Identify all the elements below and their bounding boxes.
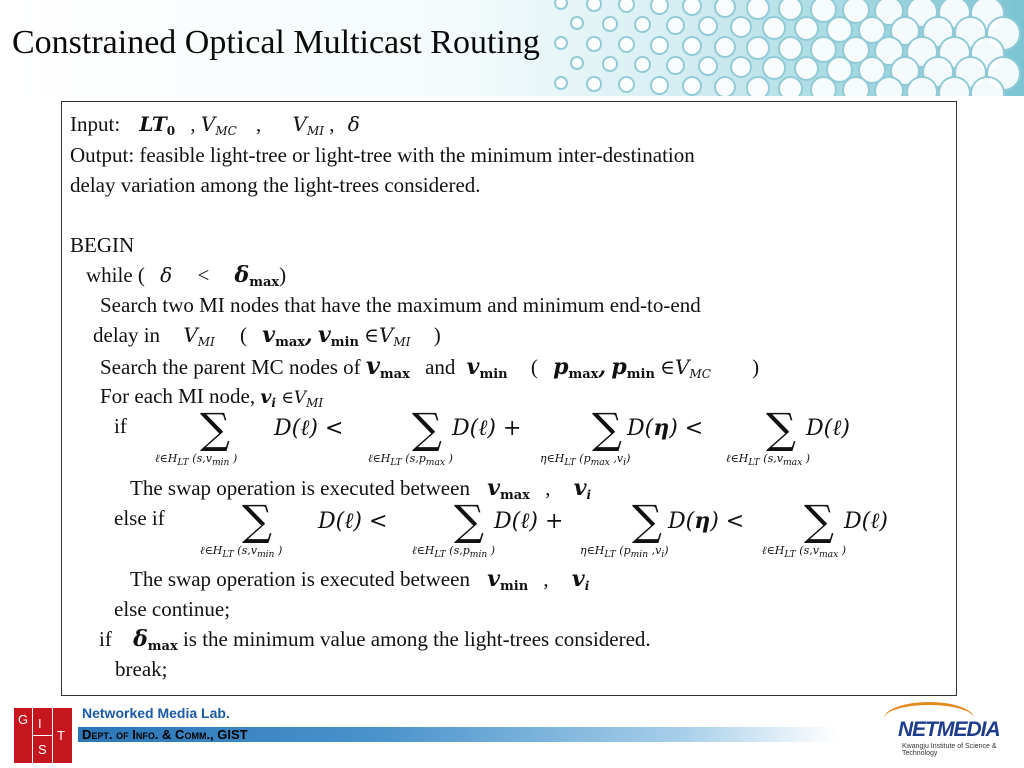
else-if-keyword: else if [114, 506, 165, 530]
slide-title: Constrained Optical Multicast Routing [12, 24, 540, 61]
if-min-line: if $\delta_{max}$ is the minimum value among the light-trees considered. [99, 626, 651, 654]
sum-3: ∑ [592, 404, 622, 453]
sum-2-index: $\ell\in H_{LT}$ ($s,p_{max}$ ) [368, 452, 453, 469]
swap-text-2: The swap operation is executed between [130, 567, 470, 591]
gist-letter-t: T [57, 728, 65, 743]
header-dot-icon [650, 36, 669, 55]
header-dot-icon [634, 56, 651, 73]
term-3: D(η) < [627, 415, 704, 441]
vmc-symbol: $V_{MC}$ [200, 112, 237, 138]
dept-name: Dept. of Info. & Comm., GIST [82, 727, 248, 742]
sum-7-index: $\eta\in H_{LT}$ ($p_{min}$ $,v_i$) [580, 544, 669, 561]
term-4: D(ℓ) [806, 416, 850, 441]
sum-4-index: $\ell\in H_{LT}$ ($s,v_{max}$ ) [726, 452, 811, 469]
delay-in-text: delay in [93, 323, 161, 347]
term-5: D(ℓ) < [318, 509, 388, 534]
for-each-line: For each MI node, $v_i$ $\in V_{MI}$ [100, 384, 324, 410]
lab-name: Networked Media Lab. [82, 705, 230, 721]
header-dot-icon [554, 76, 568, 90]
search-parent-line: Search the parent MC nodes of $v_{max}$ and $v_{min}$ ( $p_{max}$, $p_{min}$ $\in V_{MC}$ ) [100, 351, 760, 382]
lt0-symbol: $LT_0$ [139, 112, 176, 138]
gist-letter-s: S [38, 742, 47, 757]
header-dot-icon [602, 16, 618, 32]
header-dot-icon [586, 36, 602, 52]
header-dot-icon [730, 16, 752, 38]
search-mi-line-2: delay in $V_{MI}$ ( $v_{max}$, $v_{min}$ $\in V_{MI}$ ) [93, 322, 441, 350]
swap-line-2: The swap operation is executed between $v_{min}$ , $v_i$ [130, 566, 590, 594]
search-mi-line-1: Search two MI nodes that have the maximum and minimum end-to-end [100, 293, 701, 317]
header-dot-icon [682, 36, 702, 56]
swap-text-1: The swap operation is executed between [130, 476, 470, 500]
header-dot-icon [618, 0, 635, 13]
while-line: while ( $\delta < \delta_{max}$) [86, 262, 287, 290]
min-value-text: is the minimum value among the light-trees considered. [182, 627, 651, 651]
sum-8: ∑ [804, 496, 834, 545]
header-dot-icon [586, 0, 602, 12]
sum-2: ∑ [412, 404, 442, 453]
if-keyword-2: if [99, 627, 112, 651]
logo-subtitle: Kwangju Institute of Science & Technology [902, 743, 997, 757]
header-dot-icon [650, 0, 669, 15]
gist-letter-i: I [38, 716, 42, 731]
header-dot-icon [746, 36, 770, 60]
header-dot-icon [714, 76, 736, 96]
input-label: Input: [70, 112, 121, 136]
begin-keyword: BEGIN [70, 233, 135, 257]
sum-1-index: $\ell\in H_{LT}$ ($s,v_{min}$ ) [155, 452, 238, 469]
header-dot-icon [714, 0, 736, 18]
sum-7: ∑ [632, 496, 662, 545]
if-keyword: if [114, 414, 127, 438]
header-dot-icon [730, 56, 752, 78]
gist-logo [14, 708, 72, 763]
delta-symbol: δ [347, 112, 360, 136]
header-dot-icon [762, 56, 786, 80]
header-dot-icon [698, 16, 718, 36]
header-dot-icon [746, 0, 770, 20]
output-line-2: delay variation among the light-trees considered. [70, 173, 481, 197]
header-dot-icon [634, 16, 651, 33]
swap-line-1: The swap operation is executed between $v_{max}$ , $v_i$ [130, 475, 592, 503]
header-dot-pattern [554, 0, 1024, 96]
sum-4: ∑ [766, 404, 796, 453]
sum-1: ∑ [200, 404, 230, 453]
for-each-text: For each MI node, [100, 384, 256, 408]
logo-text: NETMEDIA [898, 718, 1000, 741]
search-parent-text: Search the parent MC nodes of [100, 355, 361, 379]
gist-letter-g: G [18, 712, 29, 727]
term-6: D(ℓ) + [494, 509, 564, 534]
sum-8-index: $\ell\in H_{LT}$ ($s,v_{max}$ ) [762, 544, 847, 561]
vmi-symbol: $V_{MI}$ [292, 112, 325, 138]
header-dot-icon [746, 76, 770, 96]
header-dot-icon [570, 56, 584, 70]
sum-5-index: $\ell\in H_{LT}$ ($s,v_{min}$ ) [200, 544, 283, 561]
header-dot-icon [682, 0, 702, 16]
header-dot-icon [666, 56, 685, 75]
header-dot-icon [554, 0, 568, 10]
while-label: while ( [86, 263, 145, 287]
header-dot-icon [554, 36, 568, 50]
slide-header [0, 0, 1024, 96]
header-dot-icon [778, 76, 803, 96]
header-dot-icon [666, 16, 685, 35]
sum-6-index: $\ell\in H_{LT}$ ($s,p_{min}$ ) [412, 544, 496, 561]
header-dot-icon [586, 76, 602, 92]
term-2: D(ℓ) + [452, 416, 522, 441]
sum-5: ∑ [242, 496, 272, 545]
header-dot-icon [714, 36, 736, 58]
header-dot-icon [810, 76, 837, 96]
sum-3-index: $\eta\in H_{LT}$ ($p_{max}$ $,v_i$) [540, 452, 631, 469]
sum-6: ∑ [454, 496, 484, 545]
term-7: D(η) < [668, 508, 745, 534]
header-dot-icon [762, 16, 786, 40]
and-text: and [425, 355, 456, 379]
header-dot-icon [682, 76, 702, 96]
term-1: D(ℓ) < [274, 416, 344, 441]
header-dot-icon [618, 76, 635, 93]
else-continue-line: else continue; [114, 597, 231, 621]
break-line: break; [115, 657, 168, 681]
header-dot-icon [698, 56, 718, 76]
term-8: D(ℓ) [844, 509, 888, 534]
algorithm-box [61, 101, 957, 696]
netmedia-logo [884, 702, 1014, 756]
header-dot-icon [650, 76, 669, 95]
output-line-1: Output: feasible light-tree or light-tree with the minimum inter-destination [70, 143, 695, 167]
header-dot-icon [570, 16, 584, 30]
header-dot-icon [618, 36, 635, 53]
header-dot-icon [602, 56, 618, 72]
input-line: Input: $LT_0$ , $V_{MC}$ , $V_{MI}$ , δ [70, 112, 360, 138]
